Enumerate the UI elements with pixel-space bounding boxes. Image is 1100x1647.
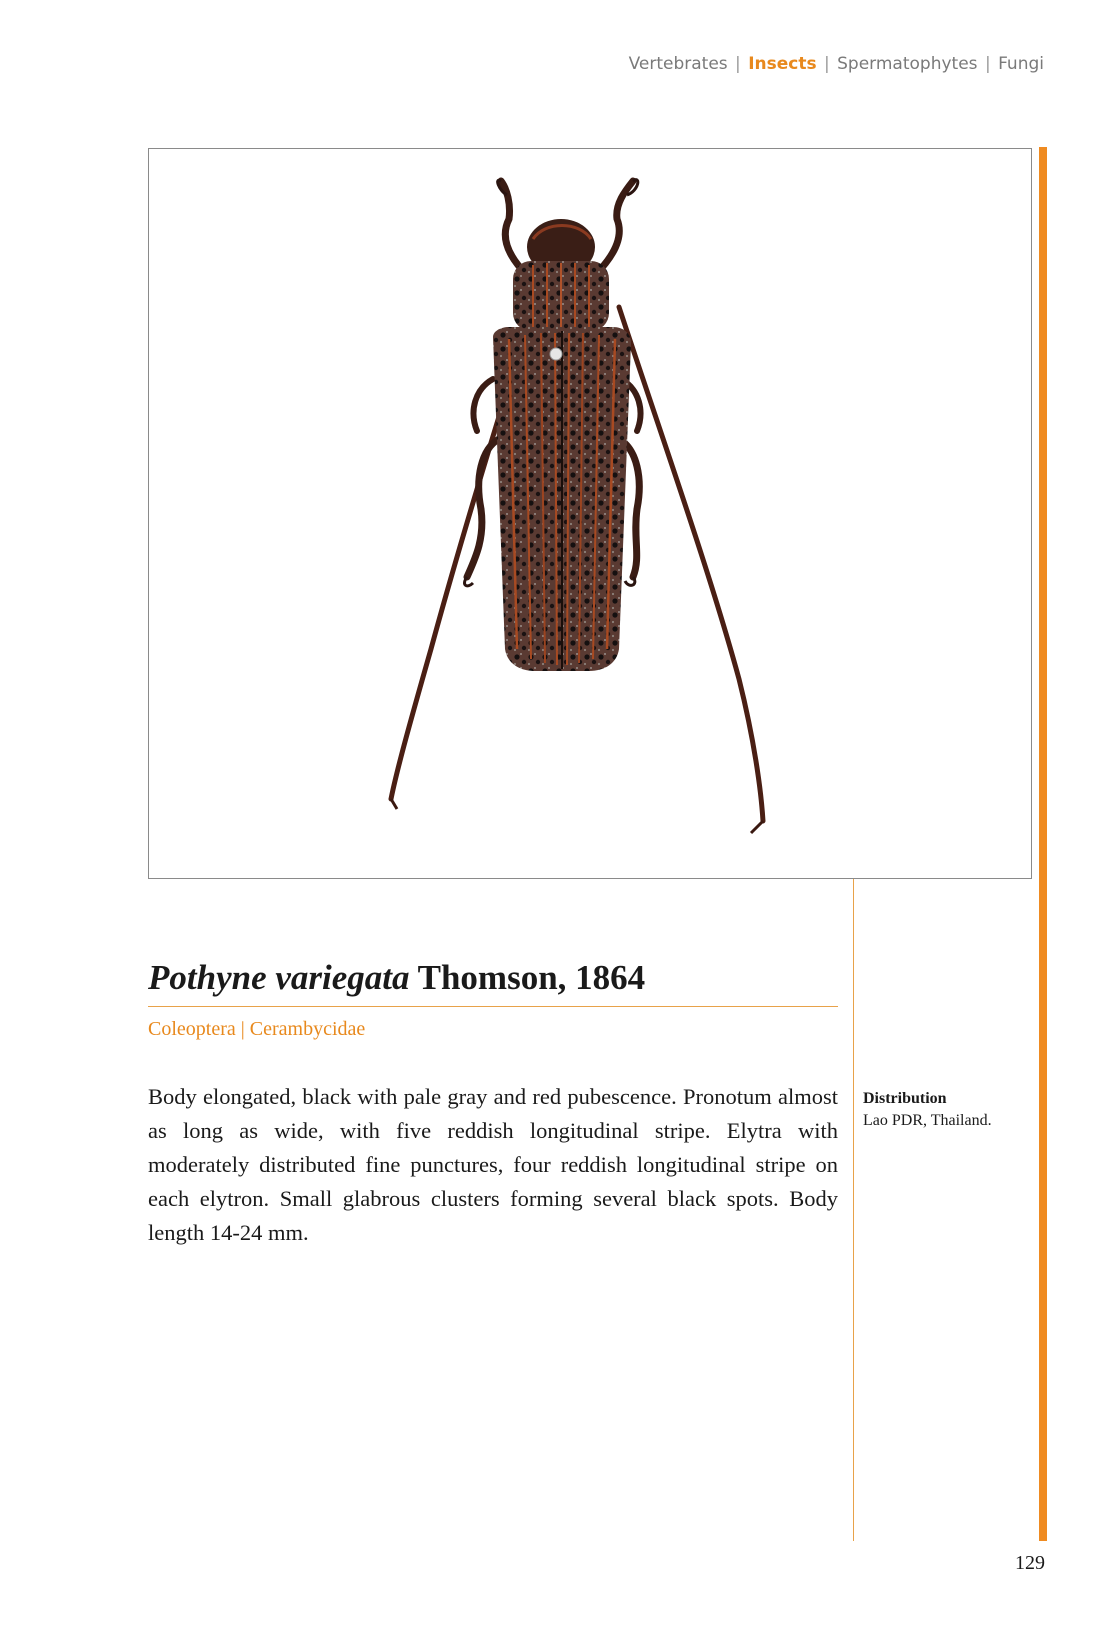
section-accent-bar (1039, 147, 1047, 1541)
nav-separator: | (984, 54, 991, 74)
nav-item-vertebrates[interactable]: Vertebrates (628, 54, 728, 74)
beetle-specimen-image (149, 149, 1033, 880)
column-divider (853, 879, 854, 1541)
taxon-family: Cerambycidae (249, 1018, 366, 1040)
nav-item-insects[interactable]: Insects (748, 54, 817, 74)
taxonomy-line (148, 1018, 365, 1041)
distribution-text: Lao PDR, Thailand. (863, 1112, 992, 1129)
specimen-photo-frame (148, 148, 1032, 879)
page-number: 129 (1015, 1552, 1045, 1574)
title-underline (148, 1006, 838, 1007)
taxon-separator: | (240, 1018, 245, 1040)
section-nav (629, 54, 1044, 74)
distribution-heading: Distribution (863, 1090, 947, 1107)
nav-separator: | (824, 54, 830, 74)
species-name: Pothyne variegata (148, 958, 410, 997)
species-title (148, 958, 645, 998)
nav-separator: | (735, 54, 741, 74)
taxon-order: Coleoptera (148, 1018, 236, 1040)
species-author: Thomson, 1864 (417, 958, 646, 997)
nav-item-spermatophytes[interactable]: Spermatophytes (837, 54, 978, 74)
species-description: Body elongated, black with pale gray and red pubescence. Pronotum almost as long as wide, with five reddish longitudinal stripe. Elytra with moderately distributed fine punctures, four reddish longitudinal stripe on each elytron. Small glabrous clusters forming several black spots. Body length 14-24 mm. (148, 1084, 838, 1245)
nav-item-fungi[interactable]: Fungi (998, 54, 1044, 74)
